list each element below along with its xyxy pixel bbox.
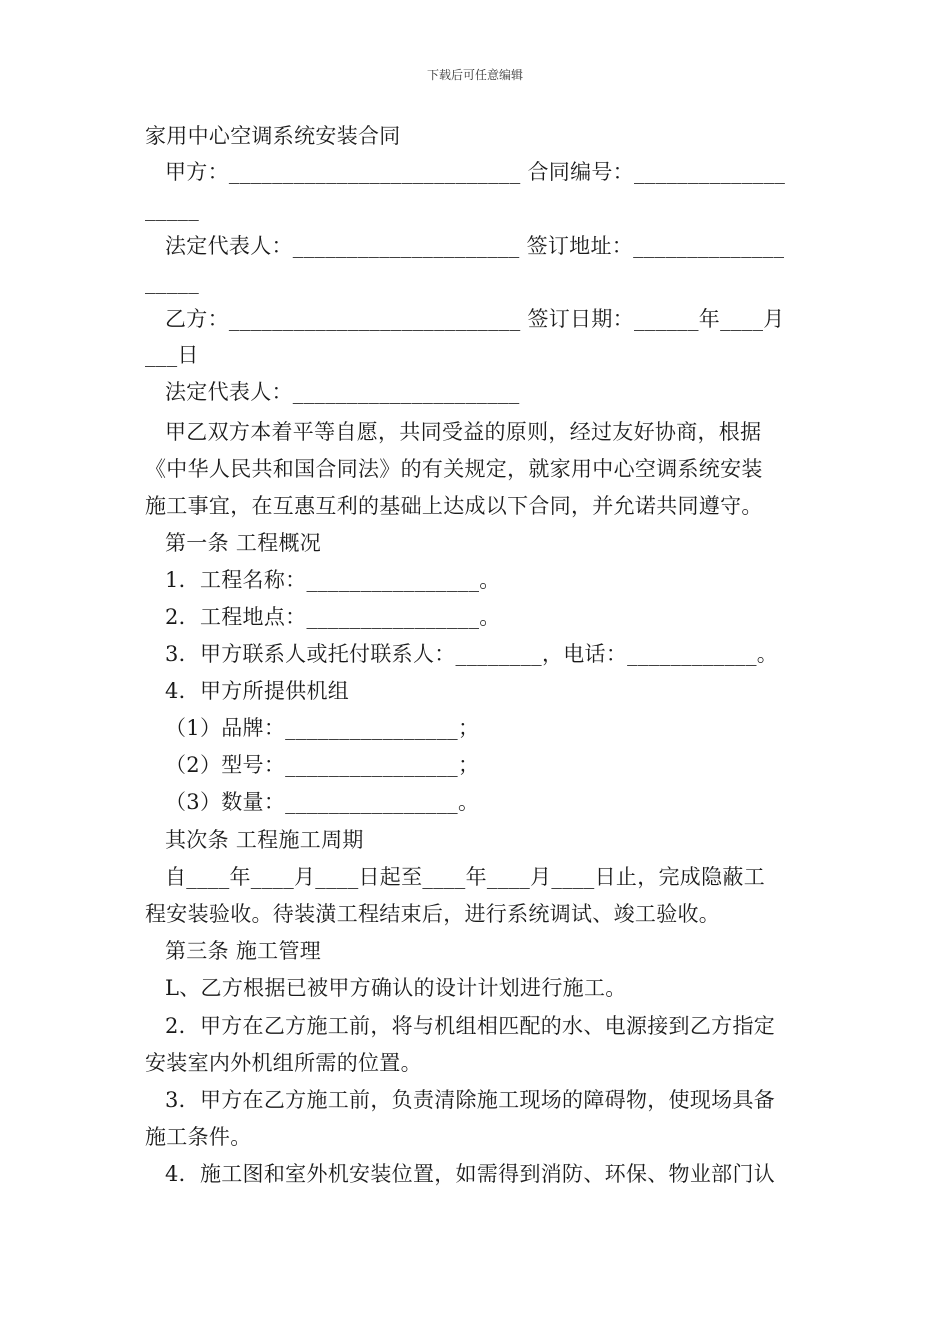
list-item: （3）数量：________________。 [165, 790, 480, 814]
list-item: 1．工程名称：________________。 [165, 568, 501, 592]
list-item: 2．工程地点：________________。 [165, 605, 501, 629]
list-item: L、乙方根据已被甲方确认的设计计划进行施工。 [165, 976, 627, 1000]
contract-title: 家用中心空调系统安装合同 [145, 124, 401, 148]
list-item: 3．甲方联系人或托付联系人：________，电话：____________。 [165, 642, 779, 666]
party-b-line: 乙方：___________________________ 签订日期：______年____月 [165, 307, 785, 331]
text-line: 安装室内外机组所需的位置。 [145, 1051, 422, 1075]
text-line: 程安装验收。待装潢工程结束后，进行系统调试、竣工验收。 [145, 902, 721, 926]
list-item: （1）品牌：________________； [165, 716, 480, 740]
list-item: 2．甲方在乙方施工前，将与机组相匹配的水、电源接到乙方指定 [165, 1014, 776, 1038]
text-line: 自____年____月____日起至____年____月____日止，完成隐蔽工 [165, 865, 765, 889]
list-item: 4．甲方所提供机组 [165, 679, 350, 703]
preamble-line: 甲乙双方本着平等自愿，共同受益的原则，经过友好协商，根据 [165, 420, 762, 444]
list-item: 3．甲方在乙方施工前，负责清除施工现场的障碍物，使现场具备 [165, 1088, 776, 1112]
preamble-line: 《中华人民共和国合同法》的有关规定，就家用中心空调系统安装 [145, 457, 763, 481]
text-line: 施工条件。 [145, 1125, 252, 1149]
article-heading: 第一条 工程概况 [165, 531, 322, 555]
text-line: _____ [145, 197, 199, 221]
page-header-note: 下载后可任意编辑 [426, 68, 523, 82]
party-a-representative-line: 法定代表人：_____________________ 签订地址：______________ [165, 234, 785, 258]
text-line: ___日 [145, 343, 199, 367]
article-heading: 其次条 工程施工周期 [165, 828, 364, 852]
preamble-line: 施工事宜，在互惠互利的基础上达成以下合同，并允诺共同遵守。 [145, 494, 763, 518]
party-a-line: 甲方：___________________________ 合同编号：______________ [165, 160, 786, 184]
article-heading: 第三条 施工管理 [165, 939, 322, 963]
list-item: 4．施工图和室外机安装位置，如需得到消防、环保、物业部门认 [165, 1162, 776, 1186]
list-item: （2）型号：________________； [165, 753, 480, 777]
text-line: _____ [145, 270, 199, 294]
party-b-representative-line: 法定代表人：_____________________ [165, 380, 520, 404]
